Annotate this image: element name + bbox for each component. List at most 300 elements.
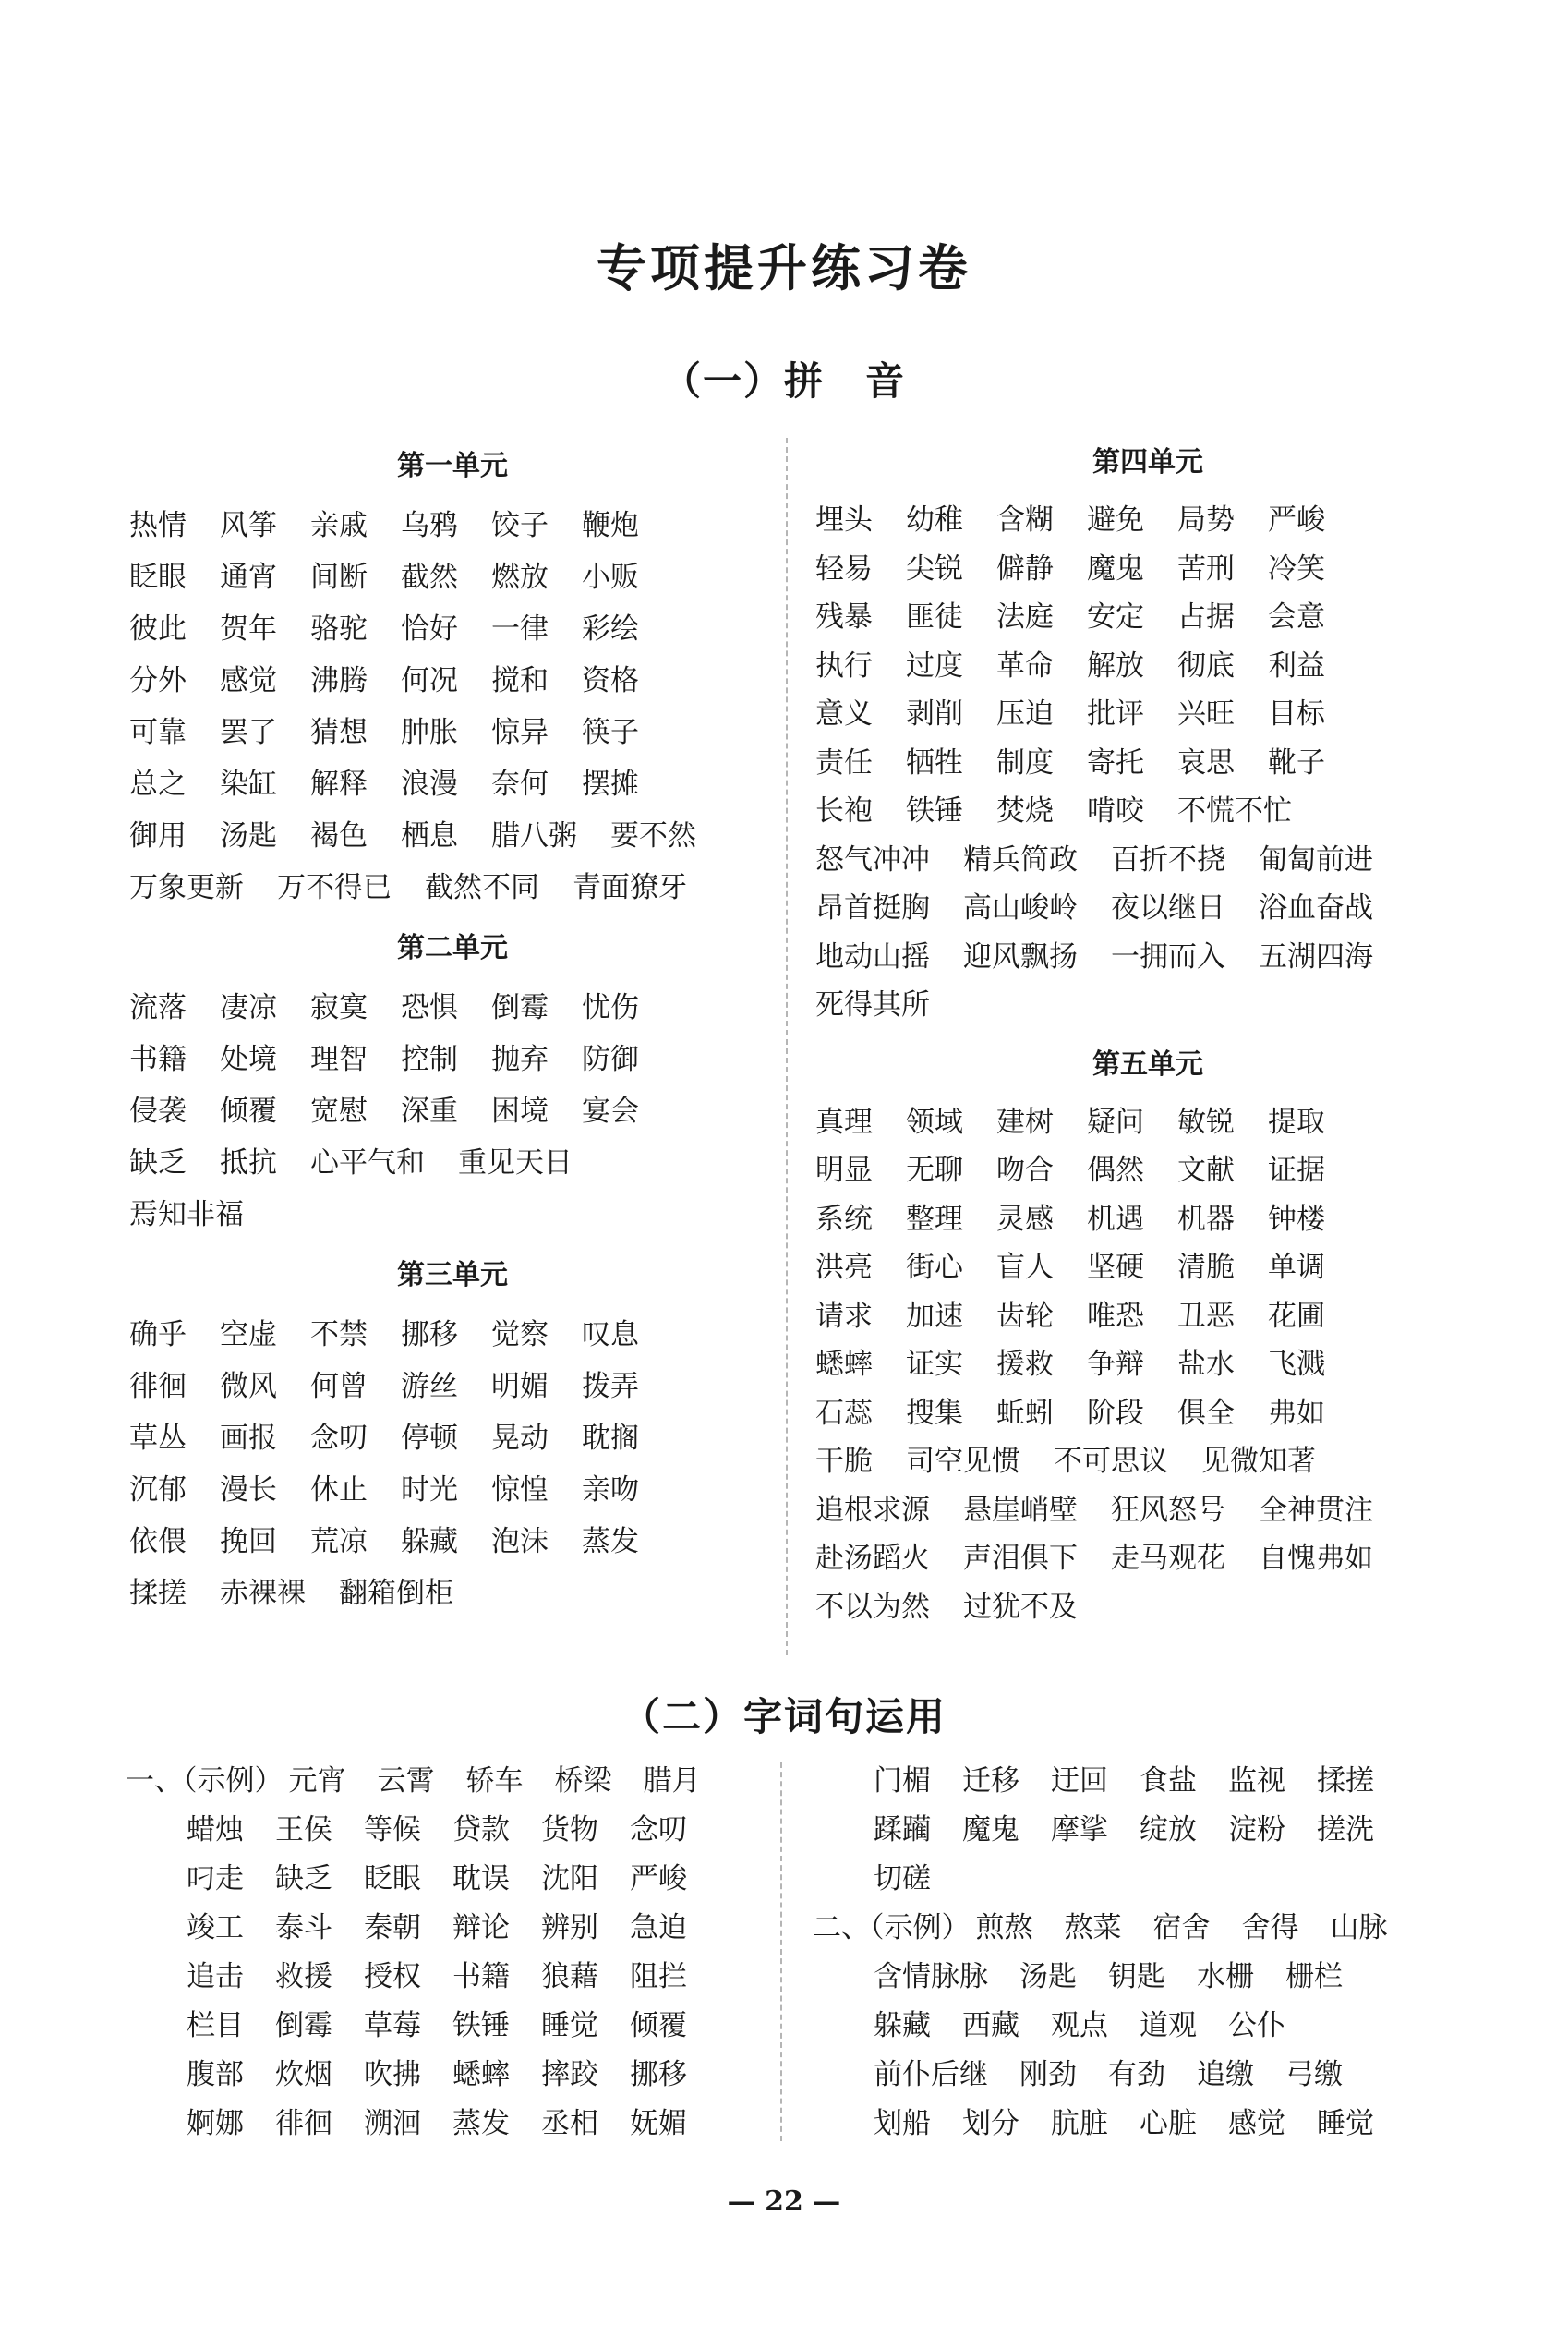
word: 一拥而入 [1111,939,1225,974]
word: 机遇 [1087,1202,1144,1236]
word: 唯恐 [1087,1299,1144,1333]
word: 寂寞 [310,991,368,1024]
word: 过度 [906,648,963,683]
word: 通宵 [220,561,277,594]
word: 睡觉 [1317,2107,1374,2140]
word: 总之 [129,768,187,801]
word: 飞溅 [1268,1348,1325,1381]
word: 微风 [220,1370,277,1403]
section-pinyin-left-column [129,448,776,1619]
word: 确乎 [129,1318,187,1351]
word: 解放 [1087,648,1144,683]
word: 明显 [815,1154,873,1187]
word: 亲戚 [310,509,368,542]
word: 眨眼 [129,561,187,594]
word: 分外 [129,664,187,697]
word: 蟋蟀 [815,1348,873,1381]
word: 挪移 [401,1318,458,1351]
word: 迂回 [1051,1764,1108,1798]
word: 搜集 [906,1396,963,1430]
word: 司空见惯 [906,1445,1020,1478]
word: 停顿 [401,1422,458,1455]
word: 晃动 [491,1422,549,1455]
word: 倾覆 [630,2009,687,2042]
word: 目标 [1268,697,1325,731]
word: 追缴 [1197,2058,1254,2091]
word-row [129,655,776,707]
section-pinyin-title: （一）拼 音 [661,358,906,404]
word: 街心 [906,1251,963,1284]
word: 焉知非福 [129,1198,244,1231]
word: 婀娜 [187,2107,244,2140]
section-usage-title: （二）字词句运用 [621,1694,947,1739]
answer-row [813,1855,1478,1904]
word: 眨眼 [364,1862,421,1895]
word: 叹息 [582,1318,639,1351]
word: 高山峻岭 [963,891,1078,925]
answer-row [126,1806,772,1855]
unit-heading: 第五单元 [1092,1047,1203,1081]
word: 截然 [401,561,458,594]
word-row [129,1516,776,1568]
word: 避免 [1087,503,1144,537]
word: 吻合 [996,1154,1054,1187]
word: 竣工 [187,1911,244,1944]
word: 含情脉脉 [874,1960,988,1993]
answer-row [126,2051,772,2100]
word: 防御 [582,1043,639,1076]
word: 轿车 [465,1764,524,1798]
word: 精兵简政 [963,842,1078,877]
question-label: 二、（示例） [813,1911,971,1944]
word: 秦朝 [364,1911,421,1944]
word: 徘徊 [129,1370,187,1403]
word: 划分 [962,2107,1019,2140]
word: 时光 [401,1473,458,1507]
word: 严峻 [1268,503,1325,537]
word: 请求 [815,1299,873,1333]
word: 心脏 [1140,2107,1197,2140]
word: 授权 [364,1960,421,1993]
word: 压迫 [996,697,1054,731]
word: 争辩 [1087,1348,1144,1381]
word: 整理 [906,1202,963,1236]
word: 五湖四海 [1259,939,1373,974]
word: 剥削 [906,697,963,731]
word-row [129,707,776,758]
word: 万象更新 [129,871,244,904]
word: 抵抗 [220,1146,277,1180]
word: 依偎 [129,1525,187,1558]
answer-row [813,1806,1478,1855]
word: 拨弄 [582,1370,639,1403]
word-row [129,1309,776,1361]
word: 感觉 [220,664,277,697]
word: 水栅 [1197,1960,1254,1993]
word: 革命 [996,648,1054,683]
word: 觉察 [491,1318,549,1351]
word: 明媚 [491,1370,549,1403]
word: 批评 [1087,697,1144,731]
word-row [129,862,776,914]
word-row [129,1568,776,1619]
answer-row [126,1904,772,1953]
word: 青面獠牙 [573,871,687,904]
word: 铁锤 [906,794,963,828]
word: 一律 [491,612,549,646]
word-row [815,1340,1480,1389]
word: 挽回 [220,1525,277,1558]
word: 褐色 [310,819,368,853]
word: 染缸 [220,768,277,801]
column-divider-bottom [780,1762,782,2141]
word: 匍匐前进 [1259,842,1373,877]
word: 轻易 [815,551,873,586]
word: 摩挲 [1051,1813,1108,1847]
word: 赤裸裸 [220,1577,306,1610]
word: 蒸发 [452,2107,510,2140]
word: 等候 [364,1813,421,1847]
word-row [815,496,1480,545]
word: 盐水 [1177,1348,1235,1381]
word: 迁移 [962,1764,1019,1798]
word: 石蕊 [815,1396,873,1430]
word: 急迫 [630,1911,687,1944]
word: 栅栏 [1285,1960,1343,1993]
word-row [815,884,1480,933]
unit-heading: 第三单元 [397,1259,508,1291]
word-row [815,593,1480,642]
word: 疑问 [1087,1105,1144,1139]
word: 蹂躏 [874,1813,931,1847]
word: 休止 [310,1473,368,1507]
word: 洪亮 [815,1251,873,1284]
word: 牺牲 [906,745,963,780]
word-row [815,981,1480,1030]
word: 钟楼 [1268,1202,1325,1236]
word: 残暴 [815,600,873,634]
word-row [129,1412,776,1464]
word-row [815,1195,1480,1244]
word: 辨别 [541,1911,598,1944]
word: 浪漫 [401,768,458,801]
word: 走马观花 [1111,1542,1225,1575]
word: 埋头 [815,503,873,537]
word: 腊八粥 [491,819,577,853]
word: 重见天日 [458,1146,573,1180]
answer-row [813,1904,1478,1953]
word: 骆驼 [310,612,368,646]
word: 责任 [815,745,873,780]
word: 刚劲 [1019,2058,1077,2091]
word-row [129,603,776,655]
word: 盲人 [996,1251,1054,1284]
word: 妩媚 [630,2107,687,2140]
word: 腹部 [187,2058,244,2091]
answer-row [813,2002,1478,2051]
word-row [815,690,1480,739]
word: 翻箱倒柜 [339,1577,453,1610]
word: 辩论 [452,1911,510,1944]
word: 局势 [1177,503,1235,537]
word: 控制 [401,1043,458,1076]
answer-row [813,2100,1478,2149]
word-row [129,1189,776,1241]
word-list [815,496,1480,1030]
word-row [129,758,776,810]
unit-heading: 第一单元 [397,450,508,482]
word: 弗如 [1268,1396,1325,1430]
word: 困境 [491,1095,549,1128]
word: 宿舍 [1152,1911,1211,1944]
word: 敏锐 [1177,1105,1235,1139]
word: 舍得 [1241,1911,1299,1944]
word: 倾覆 [220,1095,277,1128]
word: 猜想 [310,716,368,749]
word: 草莓 [364,2009,421,2042]
word: 弓缴 [1285,2058,1343,2091]
word: 执行 [815,648,873,683]
word: 坚硬 [1087,1251,1144,1284]
word-list [129,500,776,914]
word: 宴会 [582,1095,639,1128]
word: 处境 [220,1043,277,1076]
word: 抛弃 [491,1043,549,1076]
word-list [129,1309,776,1619]
question-label: 一、（示例） [126,1764,283,1798]
word-row [129,982,776,1034]
word-row [129,1464,776,1516]
word: 悬崖峭壁 [963,1493,1078,1527]
word: 援救 [996,1348,1054,1381]
word: 利益 [1268,648,1325,683]
word: 追根求源 [815,1493,930,1527]
word: 腊月 [643,1764,701,1798]
word: 鞭炮 [582,509,639,542]
word: 钥匙 [1108,1960,1165,1993]
word: 不以为然 [815,1590,930,1624]
word: 长袍 [815,794,873,828]
word: 追击 [187,1960,244,1993]
page-number: — 22 — [727,2186,841,2218]
word: 山脉 [1330,1911,1388,1944]
word: 草丛 [129,1422,187,1455]
word: 可靠 [129,716,187,749]
word: 狂风怒号 [1111,1493,1225,1527]
word: 法庭 [996,600,1054,634]
word: 占据 [1177,600,1235,634]
word: 画报 [220,1422,277,1455]
word: 汤匙 [220,819,277,853]
word: 亲吻 [582,1473,639,1507]
word: 绽放 [1140,1813,1197,1847]
word: 乌鸦 [401,509,458,542]
word: 溯洄 [364,2107,421,2140]
word: 躲藏 [874,2009,931,2042]
word-row [815,933,1480,982]
word: 何曾 [310,1370,368,1403]
word: 热情 [129,509,187,542]
word: 夜以继日 [1111,891,1225,925]
word: 自愧弗如 [1259,1542,1373,1575]
word: 泰斗 [275,1911,332,1944]
word: 切磋 [874,1862,931,1895]
word: 万不得已 [277,871,392,904]
word: 念叨 [630,1813,687,1847]
word: 清脆 [1177,1251,1235,1284]
word: 挪移 [630,2058,687,2091]
word-list [815,1098,1480,1632]
word: 空虚 [220,1318,277,1351]
word-row [129,810,776,862]
word: 炊烟 [275,2058,332,2091]
column-divider-top [786,438,788,1655]
word: 搅和 [491,664,549,697]
word: 深重 [401,1095,458,1128]
word: 缺乏 [275,1862,332,1895]
word: 焚烧 [996,794,1054,828]
word: 严峻 [630,1862,687,1895]
word: 耽搁 [582,1422,639,1455]
word: 道观 [1140,2009,1197,2042]
word: 漫长 [220,1473,277,1507]
word: 书籍 [129,1043,187,1076]
word: 沸腾 [310,664,368,697]
word: 怒气冲冲 [815,842,930,877]
word: 不禁 [310,1318,368,1351]
word-row [815,1098,1480,1147]
word: 惊异 [491,716,549,749]
word: 倒霉 [491,991,549,1024]
word: 灵感 [996,1202,1054,1236]
word: 元宵 [288,1764,346,1798]
word-row [815,1534,1480,1583]
word: 理智 [310,1043,368,1076]
word: 解释 [310,768,368,801]
word: 不可思议 [1054,1445,1168,1478]
word: 缺乏 [129,1146,187,1180]
word-row [129,1361,776,1412]
word-row [815,1437,1480,1486]
word: 食盐 [1140,1764,1197,1798]
word: 恐惧 [401,991,458,1024]
word: 浴血奋战 [1259,891,1373,925]
word: 证据 [1268,1154,1325,1187]
word: 煎熬 [975,1911,1033,1944]
word: 划船 [874,2107,931,2140]
word: 荒凉 [310,1525,368,1558]
word: 汤匙 [1019,1960,1077,1993]
word: 西藏 [962,2009,1019,2042]
word: 王侯 [275,1813,332,1847]
word: 摆摊 [582,768,639,801]
word: 含糊 [996,503,1054,537]
word-row [815,1583,1480,1632]
word: 御用 [129,819,187,853]
word-row [815,1486,1480,1535]
word: 文献 [1177,1154,1235,1187]
word: 栏目 [187,2009,244,2042]
word: 沈阳 [541,1862,598,1895]
word: 过犹不及 [963,1590,1078,1624]
word: 赴汤蹈火 [815,1542,930,1575]
answer-row [126,1953,772,2002]
answer-row [126,1757,772,1806]
word: 靴子 [1268,745,1325,780]
word: 蚯蚓 [996,1396,1054,1430]
word: 恰好 [401,612,458,646]
word-row [815,836,1480,885]
word: 偶然 [1087,1154,1144,1187]
word: 栖息 [401,819,458,853]
word: 观点 [1051,2009,1108,2042]
word: 见微知著 [1201,1445,1316,1478]
word: 阻拦 [630,1960,687,1993]
word-row [129,551,776,603]
word: 蒸发 [582,1525,639,1558]
word: 干脆 [815,1445,873,1478]
word: 真理 [815,1105,873,1139]
section-pinyin-right-column [815,444,1480,1631]
word-row [815,545,1480,594]
word-row [815,1292,1480,1341]
word: 蜡烛 [187,1813,244,1847]
word-row [129,1034,776,1085]
word: 幼稚 [906,503,963,537]
word: 无聊 [906,1154,963,1187]
word: 死得其所 [815,988,930,1022]
word: 燃放 [491,561,549,594]
word: 门楣 [874,1764,931,1798]
word: 阶段 [1087,1396,1144,1430]
word-list [129,982,776,1241]
word: 熬菜 [1064,1911,1122,1944]
word: 监视 [1228,1764,1285,1798]
word: 肿胀 [401,716,458,749]
word-row [129,1085,776,1137]
unit-heading: 第二单元 [397,932,508,964]
word: 苦刑 [1177,551,1235,586]
word: 惊惶 [491,1473,549,1507]
word: 匪徒 [906,600,963,634]
word: 俱全 [1177,1396,1235,1430]
word: 制度 [996,745,1054,780]
word: 货物 [541,1813,598,1847]
word: 单调 [1268,1251,1325,1284]
word: 揉搓 [1317,1764,1374,1798]
word: 饺子 [491,509,549,542]
word: 建树 [996,1105,1054,1139]
word: 云霄 [377,1764,435,1798]
word: 侵袭 [129,1095,187,1128]
word: 凄凉 [220,991,277,1024]
word: 冷笑 [1268,551,1325,586]
word: 魔鬼 [962,1813,1019,1847]
word: 叼走 [187,1862,244,1895]
word: 系统 [815,1202,873,1236]
word-row [815,1243,1480,1292]
word: 肮脏 [1051,2107,1108,2140]
word-row [129,1137,776,1189]
word-row [815,739,1480,788]
word: 彩绘 [582,612,639,646]
answer-row [813,1953,1478,2002]
word-row [815,1146,1480,1195]
word: 摔跤 [541,2058,598,2091]
word: 书籍 [452,1960,510,1993]
word: 哀思 [1177,745,1235,780]
word: 铁锤 [452,2009,510,2042]
